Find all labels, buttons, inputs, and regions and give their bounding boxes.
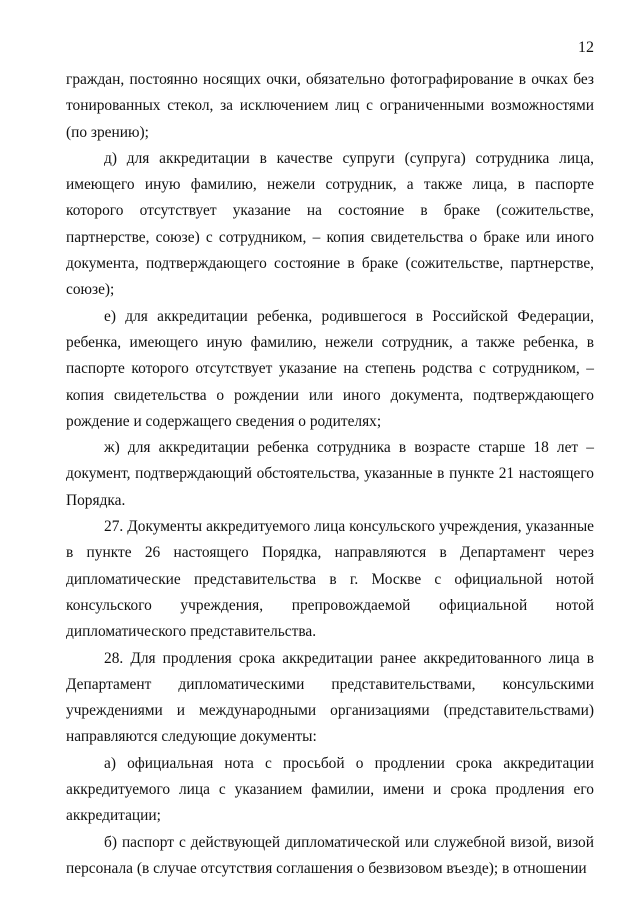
paragraph-clause-27: 27. Документы аккредитуемого лица консульского учреждения, указанные в пункте 26 настоящего Порядка, направляются в Департамент через дипломатические представительства в г. Москве с официальной нотой консульского учреждения, препровождаемой официальной нотой дипломатического представительства. — [66, 518, 594, 641]
paragraph-item-d: д) для аккредитации в качестве супруги (супруга) сотрудника лица, имеющего иную фамилию, нежели сотрудник, а также лица, в паспорте которого отсутствует указание на состояние в браке (сожительстве, партнерстве, союзе) с сотрудником, – копия свидетельства о браке или иного документа, подтверждающего состояние в браке (сожительстве, партнерстве, союзе); — [66, 149, 594, 299]
paragraph-item-b: б) паспорт с действующей дипломатической или служебной визой, визой персонала (в случае отсутствия соглашения о безвизовом въезде); в отношении — [66, 833, 594, 877]
paragraph-item-e: е) для аккредитации ребенка, родившегося в Российской Федерации, ребенка, имеющего иную фамилию, нежели сотрудник, а также ребенка, в паспорте которого отсутствует указание на степень родства с сотрудником, – копия свидетельства о рождении или иного документа, подтверждающего рождение и содержащего сведения о родителях; — [66, 307, 594, 430]
paragraph-item-zh: ж) для аккредитации ребенка сотрудника в возрасте старше 18 лет – документ, подтверждающий обстоятельства, указанные в пункте 21 настоящего Порядка. — [66, 439, 594, 509]
paragraph-clause-28: 28. Для продления срока аккредитации ранее аккредитованного лица в Департамент дипломатическими представительствами, консульскими учреждениями и международными организациями (представительствами) направляются следующие документы: — [66, 649, 594, 746]
document-body — [66, 67, 594, 882]
page-number: 12 — [578, 39, 594, 56]
paragraph-item-a: а) официальная нота с просьбой о продлении срока аккредитации аккредитуемого лица с указанием фамилии, имени и срока продления его аккредитации; — [66, 754, 594, 825]
paragraph-continuation: граждан, постоянно носящих очки, обязательно фотографирование в очках без тонированных стекол, за исключением лиц с ограниченными возможностями (по зрению); — [66, 71, 594, 141]
